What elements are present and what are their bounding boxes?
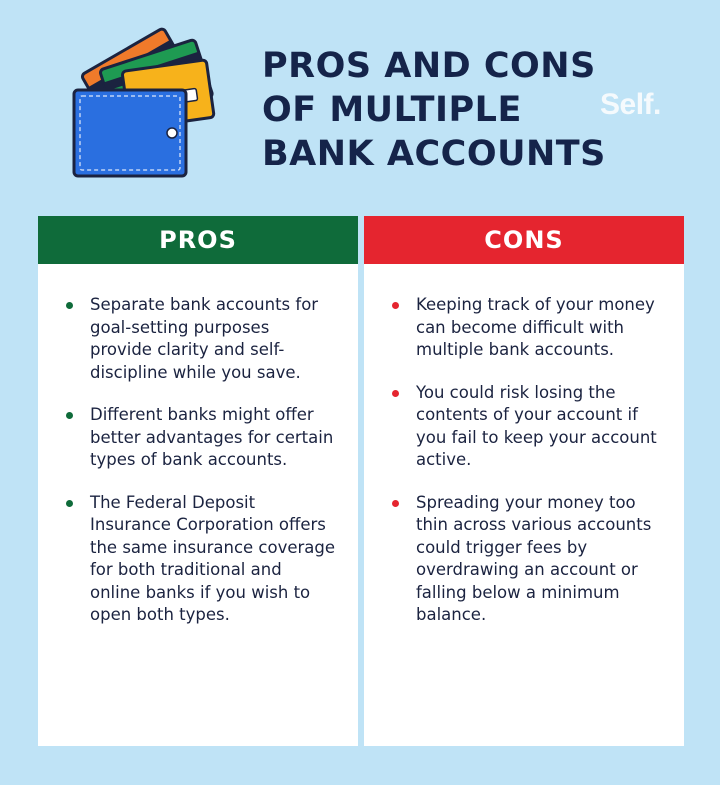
pros-header: PROS [38,216,358,264]
item-text: The Federal Deposit Insurance Corporation offers the same insurance coverage for both traditional and online banks if you wish to open both types. [90,492,336,624]
title-line: PROS AND CONS [262,46,596,86]
wallet-icon [60,20,230,185]
brand-logo: Self. [600,88,661,121]
list-item [66,294,336,384]
list-item [392,294,664,362]
cons-header: CONS [364,216,684,264]
pros-column [38,216,358,746]
title-line: OF MULTIPLE [262,90,522,130]
cons-column [364,216,684,746]
bullet-icon [66,412,73,419]
item-text: Keeping track of your money can become difficult with multiple bank accounts. [416,295,655,359]
bullet-icon [392,390,399,397]
title-line: BANK ACCOUNTS [262,134,606,174]
list-item [66,404,336,472]
list-item [66,492,336,627]
item-text: Separate bank accounts for goal-setting purposes provide clarity and self-discipline while you save. [90,295,319,382]
item-text: Spreading your money too thin across various accounts could trigger fees by overdrawing an account or falling below a minimum balance. [416,492,652,624]
bullet-icon [66,500,73,507]
bullet-icon [392,302,399,309]
item-text: Different banks might offer better advantages for certain types of bank accounts. [90,405,334,469]
item-text: You could risk losing the contents of your account if you fail to keep your account active. [416,382,657,469]
pros-list [38,264,358,627]
cons-list [364,264,684,627]
bullet-icon [66,302,73,309]
list-item [392,382,664,472]
bullet-icon [392,500,399,507]
list-item [392,492,664,627]
